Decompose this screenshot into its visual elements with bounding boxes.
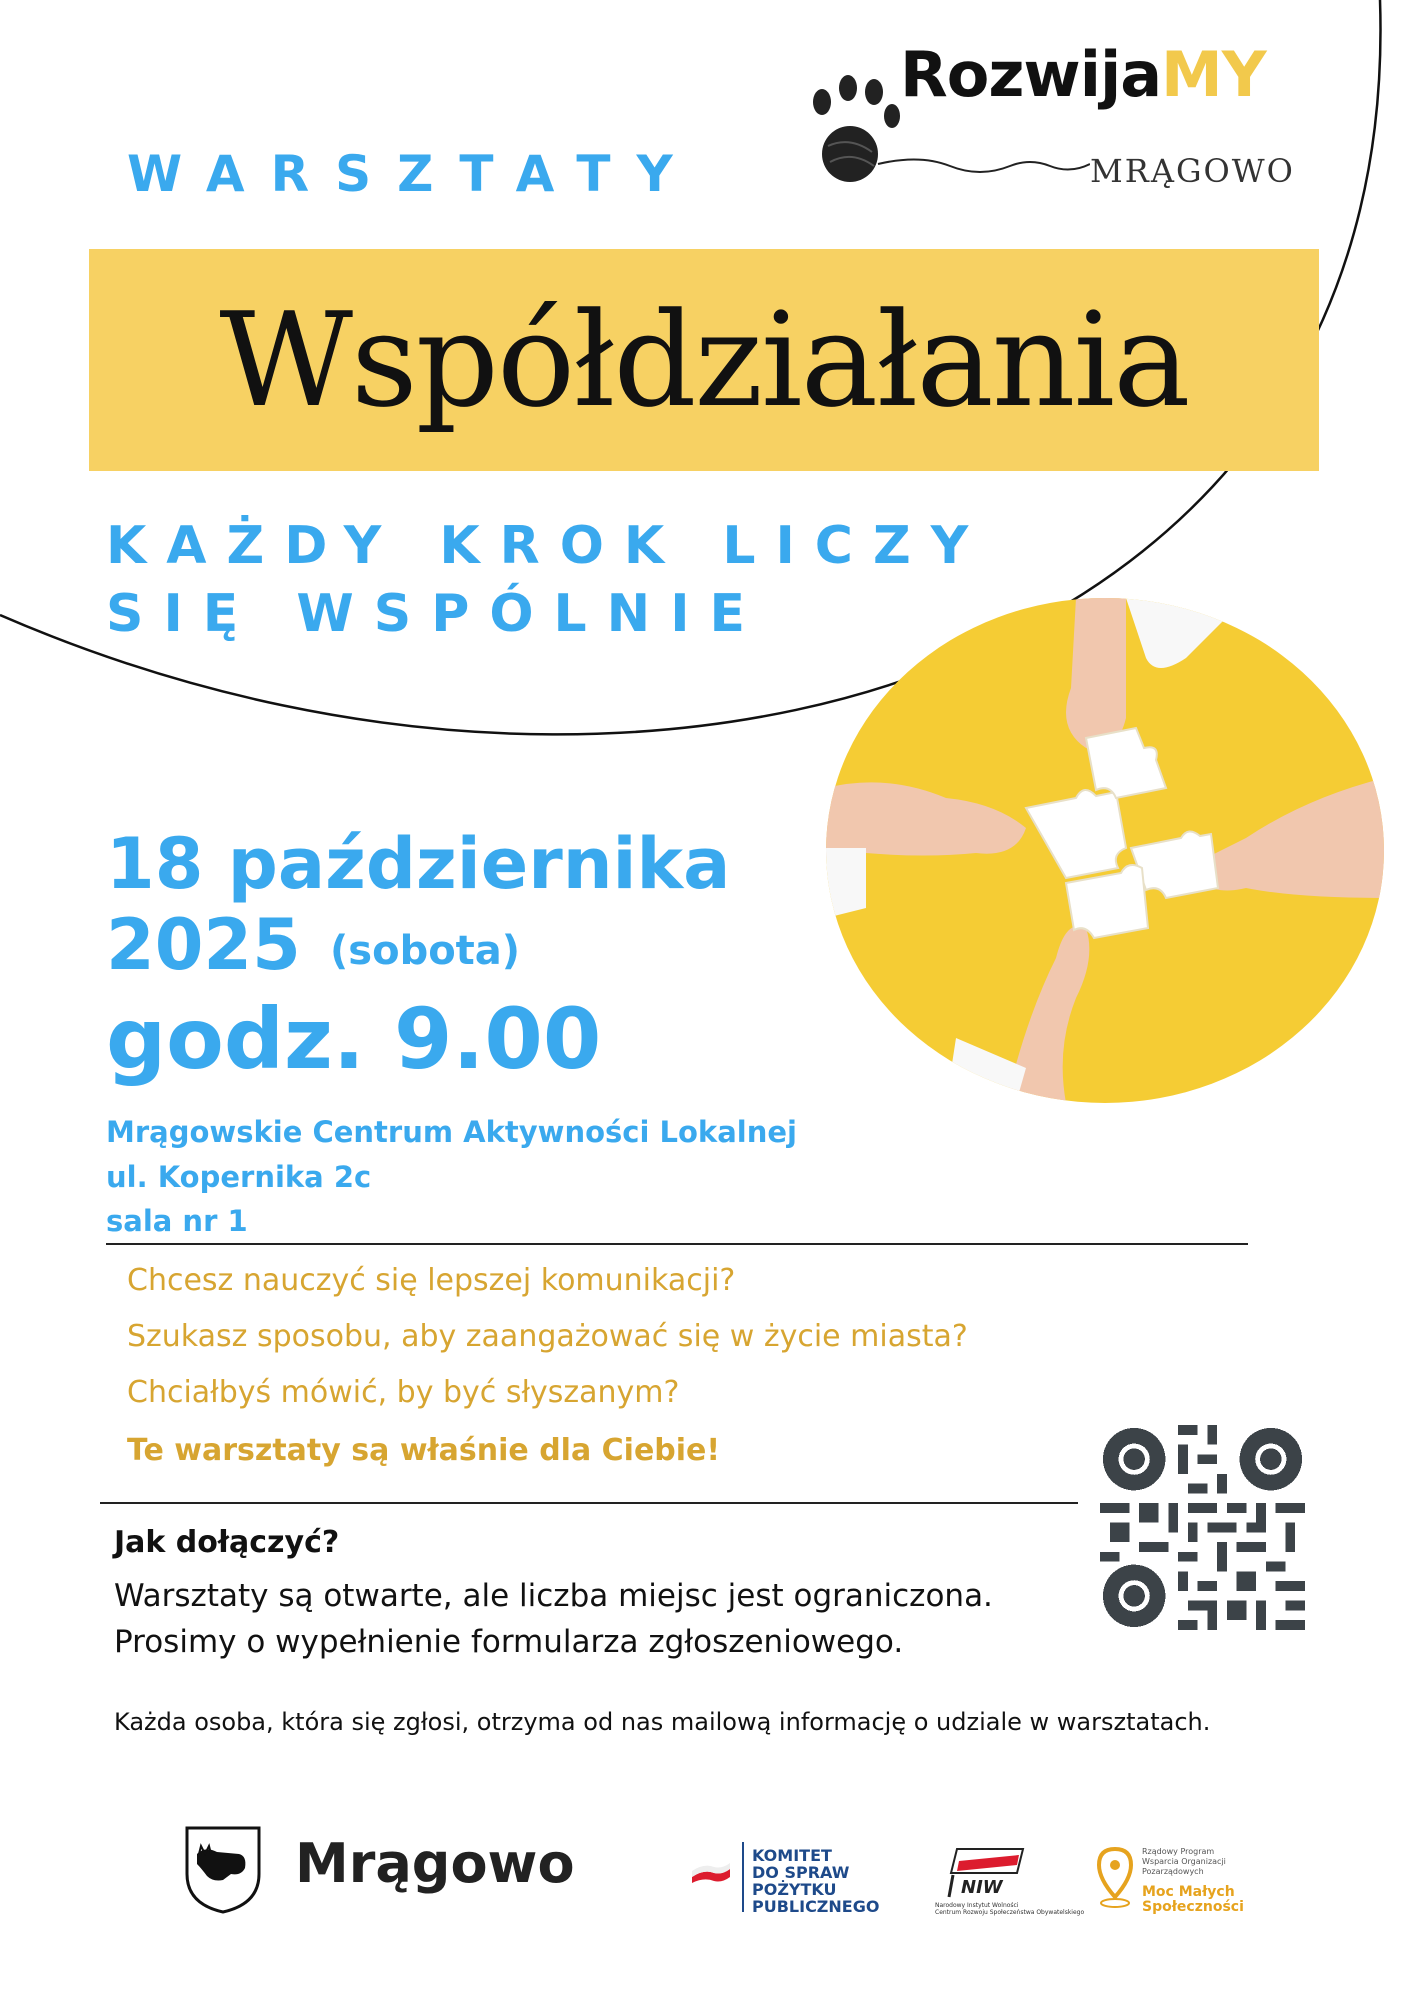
tagline-line-1: KAŻDY KROK LICZY — [106, 516, 989, 576]
question-1: Chcesz nauczyć się lepszej komunikacji? — [127, 1263, 736, 1298]
moc-line-1: Moc Małych — [1142, 1884, 1235, 1900]
komitet-divider — [742, 1842, 744, 1912]
event-date-day-month: 18 października — [106, 823, 731, 905]
mragowo-crest-icon — [183, 1824, 263, 1916]
poland-flag-icon — [690, 1863, 732, 1885]
tagline — [106, 512, 988, 648]
mragowo-city-logo: Mrągowo — [295, 1832, 575, 1895]
moc-program-line-1: Rządowy Program — [1142, 1847, 1215, 1856]
niw-logo-icon — [945, 1845, 1025, 1900]
event-weekday: (sobota) — [330, 928, 521, 974]
tagline-line-2: SIĘ WSPÓLNIE — [106, 584, 766, 644]
niw-subtitle-line-1: Narodowy Instytut Wolności — [935, 1902, 1019, 1909]
join-heading: Jak dołączyć? — [114, 1525, 340, 1560]
moc-program-label — [1142, 1847, 1226, 1877]
komitet-line-1: KOMITET — [752, 1846, 832, 1865]
answer-line: Te warsztaty są właśnie dla Ciebie! — [127, 1433, 721, 1468]
komitet-line-2: DO SPRAW — [752, 1863, 850, 1882]
komitet-line-3: POŻYTKU — [752, 1880, 837, 1899]
qr-code-icon[interactable] — [1100, 1425, 1305, 1630]
puzzle-hands-photo — [826, 598, 1384, 1103]
question-2: Szukasz sposobu, aby zaangażować się w życie miasta? — [127, 1319, 968, 1354]
question-3: Chciałbyś mówić, by być słyszanym? — [127, 1375, 680, 1410]
join-line-2: Prosimy o wypełnienie formularza zgłoszeniowego. — [114, 1624, 904, 1660]
komitet-line-4: PUBLICZNEGO — [752, 1897, 880, 1916]
event-street: ul. Kopernika 2c — [106, 1160, 372, 1194]
moc-program-line-3: Pozarządowych — [1142, 1867, 1204, 1876]
event-date-year: 2025 — [106, 904, 301, 986]
kicker-heading: WARSZTATY — [127, 145, 699, 203]
komitet-logo — [752, 1847, 879, 1915]
moc-line-2: Społeczności — [1142, 1899, 1244, 1915]
divider-bottom — [100, 1502, 1078, 1504]
logo-city-label: MRĄGOWO — [1090, 152, 1295, 190]
notice-text: Każda osoba, która się zgłosi, otrzyma od nas mailową informację o udziale w warsztatach. — [114, 1708, 1211, 1736]
niw-subtitle — [935, 1902, 1084, 1916]
join-line-1: Warsztaty są otwarte, ale liczba miejsc jest ograniczona. — [114, 1578, 993, 1614]
event-time: godz. 9.00 — [106, 990, 602, 1088]
event-venue: Mrągowskie Centrum Aktywności Lokalnej — [106, 1115, 797, 1149]
rozwijamy-logo-text: RozwijaMY — [900, 38, 1266, 111]
divider-top — [106, 1243, 1248, 1245]
moc-malych-spolecznosci-icon — [1093, 1845, 1137, 1909]
moc-malych-label — [1142, 1885, 1244, 1915]
niw-mark: NIW — [961, 1877, 1003, 1898]
niw-subtitle-line-2: Centrum Rozwoju Społeczeństwa Obywatelskiego — [935, 1909, 1085, 1916]
moc-program-line-2: Wsparcia Organizacji — [1142, 1857, 1226, 1866]
main-title: Współdziałania — [219, 284, 1189, 436]
event-room: sala nr 1 — [106, 1204, 248, 1238]
